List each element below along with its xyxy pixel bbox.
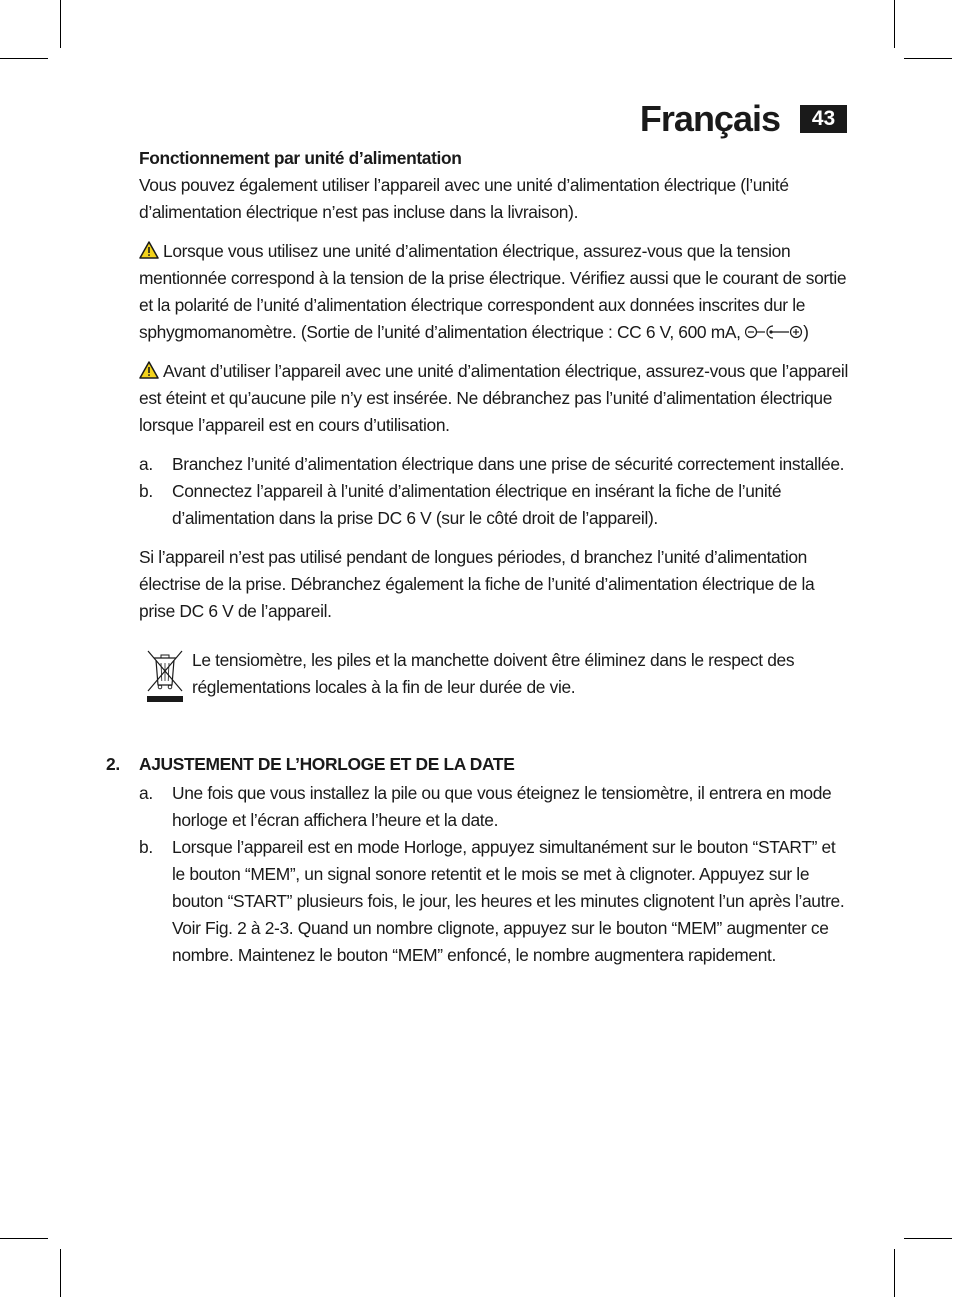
list-item-text: Branchez l’unité d’alimentation électrique dans une prise de sécurité correctement installée. <box>172 454 845 474</box>
crop-mark <box>60 0 61 48</box>
list-item <box>139 451 849 478</box>
crop-mark <box>904 58 952 59</box>
list-item-text: Lorsque l’appareil est en mode Horloge, appuyez simultanément sur le bouton “START” et le bouton “MEM”, un signal sonore retentit et le mois se met à clignoter. Appuyez sur le bouton “START” plusieurs fois, le jour, les heures et les minutes clignotent l’un après l’autre. Voir Fig. 2 à 2-3. Quand un nombre clignote, appuyez sur le bouton “MEM” augmenter ce nombre. Maintenez le bouton “MEM” enfoncé, le nombre augmentera rapidement. <box>172 837 845 965</box>
list-item <box>139 478 849 532</box>
disposal-text: Le tensiomètre, les piles et la manchette doivent être éliminez dans le respect des réglementations locales à la fin de leur durée de vie. <box>192 650 795 697</box>
warning-icon <box>139 361 159 379</box>
crop-mark <box>894 0 895 48</box>
intro-paragraph: Vous pouvez également utiliser l’appareil avec une unité d’alimentation électrique (l’unité d’alimentation électrique n’est pas incluse dans la livraison). <box>139 175 789 222</box>
page-header <box>640 98 847 140</box>
list-marker: b. <box>139 837 153 857</box>
warning-paragraph <box>139 238 849 346</box>
section-number: 2. <box>106 754 120 774</box>
list-marker: a. <box>139 783 153 803</box>
section-title: AJUSTEMENT DE L’HORLOGE ET DE LA DATE <box>139 754 515 774</box>
crop-mark <box>894 1249 895 1297</box>
list-item-text: Une fois que vous installez la pile ou que vous éteignez le tensiomètre, il entrera en mode horloge et l’écran affichera l’heure et la date. <box>172 783 832 830</box>
list-item <box>139 834 849 969</box>
unplug-paragraph: Si l’appareil n’est pas utilisé pendant de longues périodes, d branchez l’unité d’alimentation électrise de la prise. Débranchez également la fiche de l’unité d’alimentation électrique de la prise DC 6 V de l’appareil. <box>139 547 815 621</box>
polarity-symbol-icon <box>745 324 803 340</box>
page-title: Français <box>639 98 780 139</box>
clock-steps-list <box>139 780 849 969</box>
power-steps-list <box>139 451 849 532</box>
list-marker: b. <box>139 481 153 501</box>
warning-text: Avant d’utiliser l’appareil avec une unité d’alimentation électrique, assurez-vous que l’appareil est éteint et qu’aucune pile n’y est insérée. Ne débranchez pas l’unité d’alimentation électrique lorsque l’appareil est en cours d’utilisation. <box>139 361 848 435</box>
crop-mark <box>60 1249 61 1297</box>
clock-section-heading <box>106 751 849 778</box>
warning-text-end: ) <box>803 322 809 342</box>
list-marker: a. <box>139 454 153 474</box>
crop-mark <box>0 58 48 59</box>
section-heading: Fonctionnement par unité d’alimentation <box>139 148 462 168</box>
crop-mark <box>0 1238 48 1239</box>
disposal-note <box>139 647 849 705</box>
page-number-badge: 43 <box>800 105 847 133</box>
warning-paragraph <box>139 358 849 439</box>
warning-text: Lorsque vous utilisez une unité d’alimentation électrique, assurez-vous que la tension mentionnée correspond à la tension de la prise électrique. Vérifiez aussi que le courant de sortie et la polarité de l’unité d’alimentation électrique correspondent aux données inscrites dur le sphygmomanomètre. (Sortie de l’unité d’alimentation électrique : CC 6 V, 600 mA, <box>139 241 847 342</box>
list-item <box>139 780 849 834</box>
crop-mark <box>904 1238 952 1239</box>
document-body <box>106 145 849 981</box>
list-item-text: Connectez l’appareil à l’unité d’alimentation électrique en insérant la fiche de l’unité d’alimentation dans la prise DC 6 V (sur le côté droit de l’appareil). <box>172 481 782 528</box>
warning-icon <box>139 241 159 259</box>
crossed-bin-icon <box>145 647 185 705</box>
